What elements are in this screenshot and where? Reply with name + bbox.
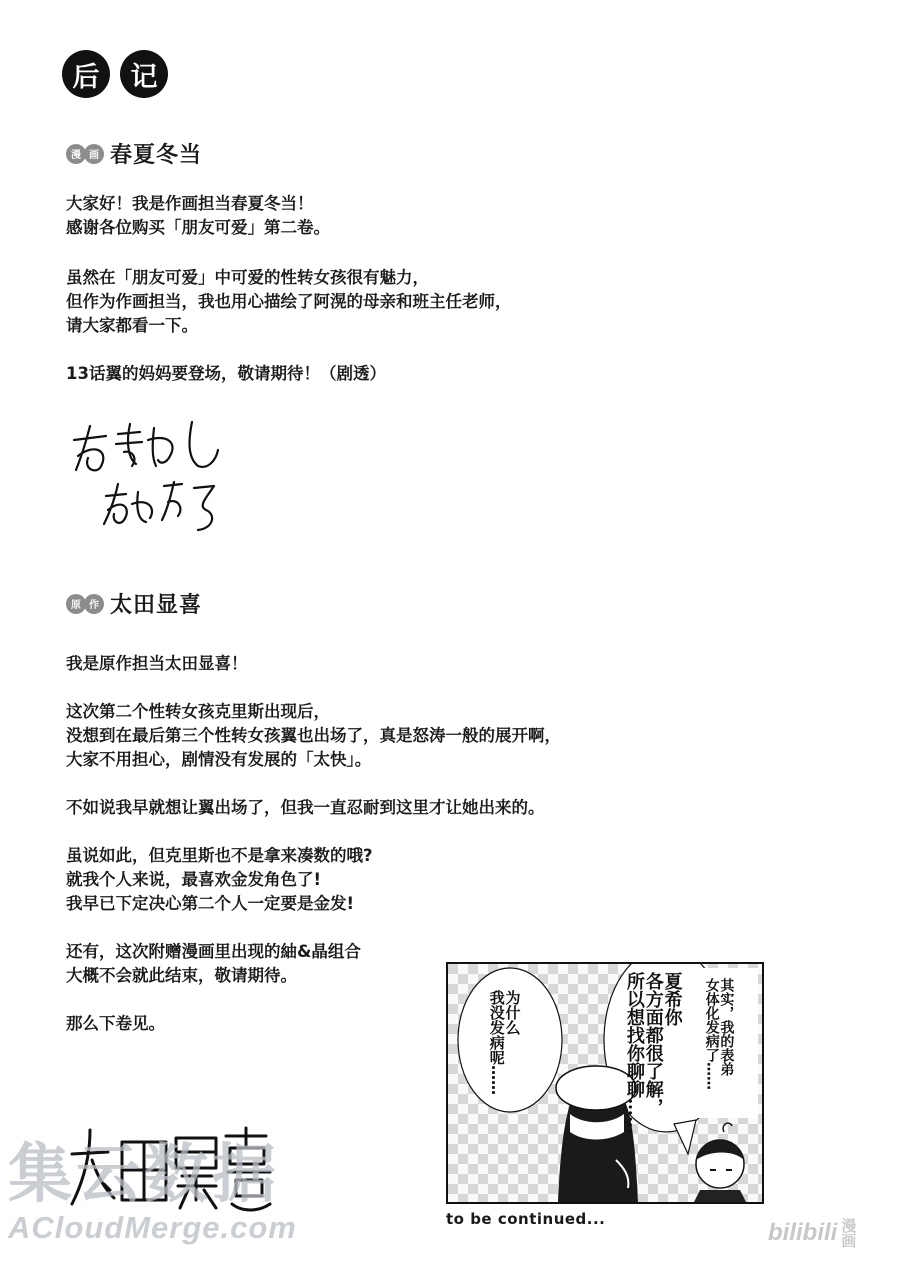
- watermark: [8, 1140, 297, 1246]
- role-tags: [66, 144, 102, 164]
- author-name: 太田显喜: [110, 593, 203, 618]
- watermark-chinese: 集云数据: [8, 1138, 280, 1212]
- speech-bubble-text: 其实，我的表弟 女体化发病了……: [703, 978, 735, 1090]
- title-char: 后: [62, 50, 110, 98]
- title-char: 记: [120, 50, 168, 98]
- section-header-writer: [66, 588, 202, 619]
- author-name: 春夏冬当: [110, 143, 203, 168]
- role-tag: 作: [84, 594, 104, 614]
- manga-panel: [446, 962, 764, 1204]
- artist-signature: [66, 412, 236, 542]
- speech-bubble-text: 夏希你 各方面都很了解， 所以想找你聊聊……: [623, 972, 683, 1134]
- paragraph: 大家好！我是作画担当春夏冬当！ 感谢各位购买「朋友可爱」第二卷。: [66, 194, 330, 237]
- section-header-artist: [66, 138, 202, 169]
- role-tags: [66, 594, 102, 614]
- role-tag: 画: [84, 144, 104, 164]
- paragraph: 虽说如此，但克里斯也不是拿来凑数的哦? 就我个人来说，最喜欢金发角色了! 我早已下定决心第二个人一定要是金发!: [66, 846, 373, 913]
- bilibili-manga-logo: [768, 1218, 858, 1248]
- role-tag: 漫: [66, 144, 86, 164]
- paragraph: 虽然在「朋友可爱」中可爱的性转女孩很有魅力， 但作为作画担当，我也用心描绘了阿滉的母亲和班主任老师， 请大家都看一下。: [66, 268, 512, 335]
- role-tag: 原: [66, 594, 86, 614]
- speech-bubble-text: 为什么 我没发病呢……: [487, 990, 522, 1095]
- page-title: [62, 50, 168, 98]
- logo-suffix: 漫画: [839, 1218, 858, 1248]
- paragraph: 我是原作担当太田显喜！: [66, 654, 248, 673]
- paragraph: 还有，这次附赠漫画里出现的紬&晶组合 大概不会就此结束，敬请期待。: [66, 942, 361, 985]
- watermark-english: ACloudMerge.com: [8, 1210, 297, 1245]
- to-be-continued-caption: to be continued...: [446, 1210, 606, 1228]
- paragraph: 那么下卷见。: [66, 1014, 165, 1033]
- paragraph: 这次第二个性转女孩克里斯出现后， 没想到在最后第三个性转女孩翼也出场了，真是怒涛一般的展开啊， 大家不用担心，剧情没有发展的「太快」。: [66, 702, 561, 769]
- logo-text: bilibili: [768, 1219, 838, 1246]
- paragraph: 13话翼的妈妈要登场，敬请期待！（剧透）: [66, 364, 386, 383]
- paragraph: 不如说我早就想让翼出场了，但我一直忍耐到这里才让她出来的。: [66, 798, 545, 817]
